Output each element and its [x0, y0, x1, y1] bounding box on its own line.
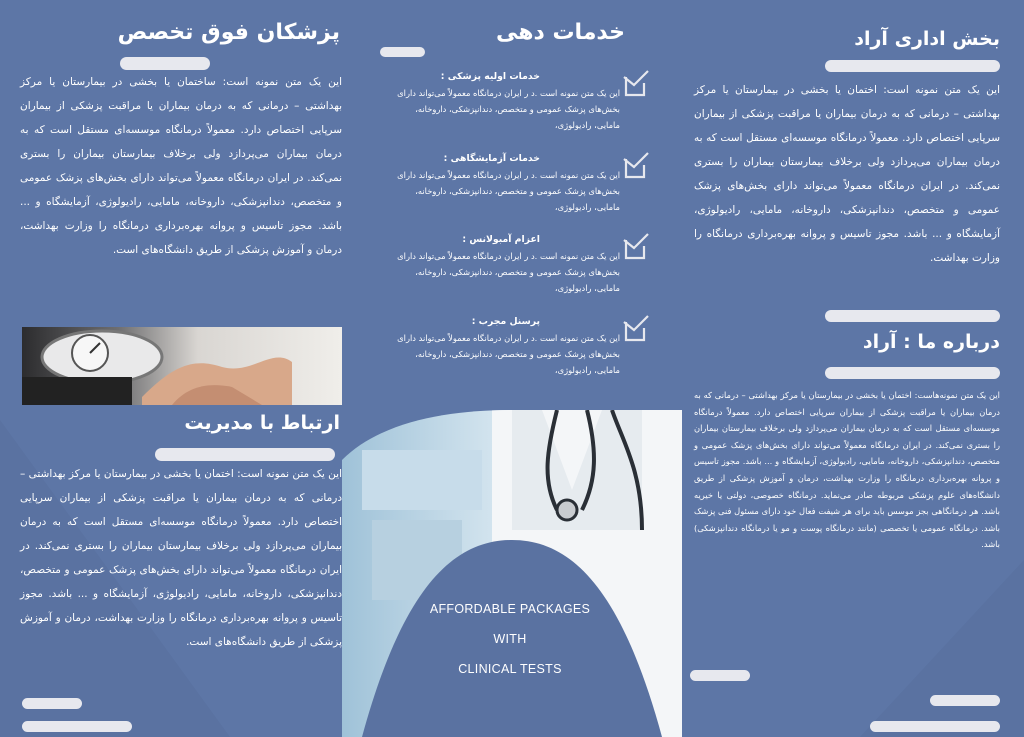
service-item [350, 71, 650, 141]
about-title-underline [825, 367, 1000, 379]
service-title: اعزام آمبولانس : [462, 234, 540, 245]
about-body-text: این یک متن نمونه‌هاست: اختمان یا بخشی در بیمارستان یا مرکز بهداشتی – درمانی که به درمان بیماران یا مراقبت پزشکی از بیماران سرپایی اختصاص دارد. معمولاً درمانگاه موسسه‌ای مستقل است که به درمان بیماران می‌پردازد ولی برخلاف بیمارستان بیماران را بستری نمی‌کند. در ایران درمانگاه معمولاً می‌تواند دارای بخش‌های پزشک عمومی و متخصص، دندانپزشکی، داروخانه، مامایی، رادیولوژی، آزمایشگاه و ... باشد. مجوز تاسیس و پروانه بهره‌برداری درمانگاه را وزارت بهداشت، درمان و آموزش پزشکی از طریق دانشگاه‌های علوم پزشکی مربوطه صادر می‌نماید. درمانگاه خصوصی، دولتی یا خیریه باشد. هر درمانگاهی بجز موسس باید برای هر شیفت فعال خود دارای مسئول فنی پزشک باشد. درمانگاه عمومی یا تخصصی (مانند درمانگاه پوست و مو یا درمانگاه دندانپزشکی) باشد. [694, 390, 1000, 550]
service-title: خدمات آزمایشگاهی : [443, 153, 540, 164]
service-body: این یک متن نمونه است .د ر ایران درمانگاه معمولاً می‌تواند دارای بخش‌های پزشک عمومی و متخصص، دندانپزشکی، داروخانه، مامایی، رادیولوژی، [397, 170, 620, 212]
services-title: خدمات دهی [495, 20, 625, 45]
service-title: خدمات اولیه پزشکی : [440, 71, 540, 82]
service-item [350, 316, 650, 386]
management-title-underline [155, 448, 335, 461]
service-body: این یک متن نمونه است .د ر ایران درمانگاه معمولاً می‌تواند دارای بخش‌های پزشک عمومی و متخصص، دندانپزشکی، داروخانه، مامایی، رادیولوژی، [397, 333, 620, 375]
banner-line-2: WITH [493, 632, 527, 646]
banner-line-3: CLINICAL TESTS [458, 662, 562, 676]
service-body: این یک متن نمونه است .د ر ایران درمانگاه معمولاً می‌تواند دارای بخش‌های پزشک عمومی و متخصص، دندانپزشکی، داروخانه، مامایی، رادیولوژی، [397, 251, 620, 293]
service-item [350, 153, 650, 223]
left-body-text: این یک متن نمونه است: ساختمان یا بخشی در بیمارستان یا مرکز بهداشتی – درمانی که به درمان بیماران یا مراقبت پزشکی از بیماران سرپایی اختصاص دارد. معمولاً درمانگاه موسسه‌ای مستقل است که به درمان بیماران می‌پردازد ولی برخلاف بیمارستان بیماران را بستری نمی‌کند. در ایران درمانگاه معمولاً می‌تواند دارای بخش‌های پزشک عمومی و متخصص، دندانپزشکی، داروخانه، مامایی، رادیولوژی، آزمایشگاه و ... باشد. مجوز تاسیس و پروانه بهره‌برداری درمانگاه را وزارت بهداشت، درمان و آموزش پزشکی از طریق دانشگاه‌های است. [20, 76, 342, 256]
left-bottom-bar-2 [22, 721, 132, 732]
left-title: پزشکان فوق تخصص [117, 20, 340, 45]
checkbox-icon [620, 151, 650, 181]
blood-pressure-illustration [22, 327, 342, 405]
right-bottom-bar-2 [930, 695, 1000, 706]
service-item [350, 234, 650, 304]
about-title: درباره ما : آراد [862, 331, 1000, 353]
right-bottom-bar-1 [690, 670, 750, 681]
checkbox-icon [620, 69, 650, 99]
admin-body-text: این یک متن نمونه است: اختمان یا بخشی در بیمارستان یا مرکز بهداشتی – درمانی که به درمان بیماران یا مراقبت پزشکی از بیماران سرپایی اختصاص دارد. معمولاً درمانگاه موسسه‌ای مستقل است که به درمان بیماران می‌پردازد ولی برخلاف بیمارستان بیماران را بستری نمی‌کند. در ایران درمانگاه معمولاً می‌تواند دارای بخش‌های پزشک عمومی و متخصص، دندانپزشکی، داروخانه، مامایی، رادیولوژی، آزمایشگاه و ... باشد. مجوز تاسیس و پروانه بهره‌برداری درمانگاه را وزارت بهداشت. [694, 84, 1000, 264]
checkbox-icon [620, 314, 650, 344]
admin-title: بخش اداری آراد [854, 28, 1000, 50]
service-title: پرسنل مجرب : [471, 316, 540, 327]
checkbox-icon [620, 232, 650, 262]
right-bottom-bar-3 [870, 721, 1000, 732]
blood-pressure-photo [22, 327, 342, 405]
doctor-hospital-photo [342, 410, 682, 737]
management-title: ارتباط با مدیریت [184, 412, 340, 434]
service-body: این یک متن نمونه است .د ر ایران درمانگاه معمولاً می‌تواند دارای بخش‌های پزشک عمومی و متخصص، دندانپزشکی، داروخانه، مامایی، رادیولوژی، [397, 88, 620, 130]
admin-title-underline [825, 60, 1000, 72]
left-bottom-bar-1 [22, 698, 82, 709]
admin-bottom-bar [825, 310, 1000, 322]
left-title-underline [120, 57, 210, 70]
management-body-text: این یک متن نمونه است: اختمان یا بخشی در بیمارستان یا مرکز بهداشتی – درمانی که به درمان بیماران یا مراقبت پزشکی از بیماران سرپایی اختصاص دارد. معمولاً درمانگاه موسسه‌ای مستقل است که به درمان بیماران می‌پردازد ولی برخلاف بیمارستان بیماران را بستری نمی‌کند. در ایران درمانگاه معمولاً می‌تواند دارای بخش‌های پزشک عمومی و متخصص، دندانپزشکی، داروخانه، مامایی، رادیولوژی، آزمایشگاه و ... باشد. مجوز تاسیس و پروانه بهره‌برداری درمانگاه را وزارت بهداشت، درمان و آموزش پزشکی از طریق دانشگاه‌های است. [20, 468, 342, 648]
banner-line-1: AFFORDABLE PACKAGES [429, 602, 591, 616]
services-title-underline [380, 47, 425, 57]
